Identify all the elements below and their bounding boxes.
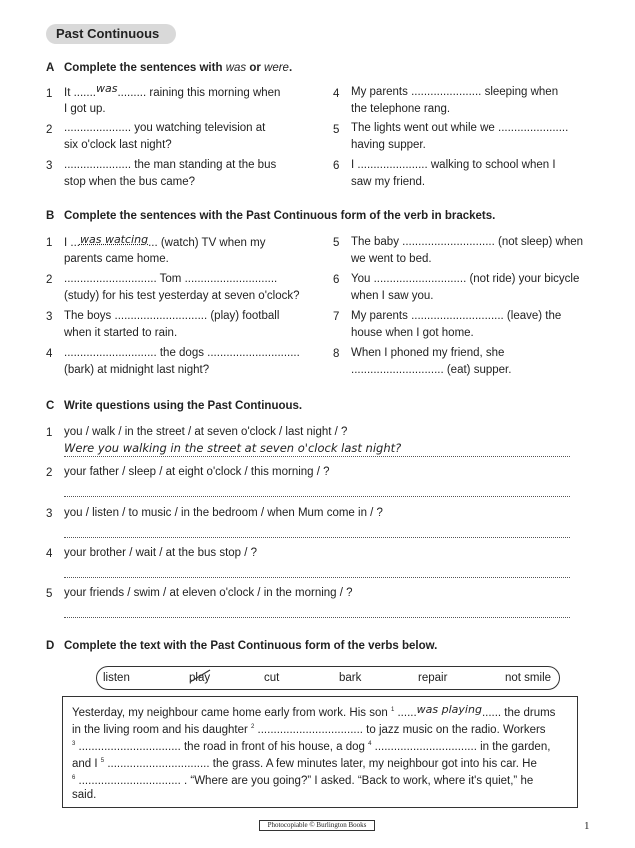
text-line: $^6$ ................................ . “Where are you going?” I asked. “Back to work, where it's quiet,” he [72,774,534,787]
item-number: 6 [333,160,340,172]
exercise-line: I ...was watcing... (watch) TV when my [64,233,266,249]
section-b-instruction: Complete the sentences with the Past Continuous form of the verb in brackets. [64,210,496,222]
strike-mark-icon [188,668,212,686]
item-number: 2 [46,467,53,479]
exercise-line[interactable]: You ............................. (not ride) your bicycle [351,273,580,285]
page-number: 1 [584,820,590,832]
word-bank-item: repair [418,672,448,684]
text-line: $^3$ ................................ the road in front of his house, a dog $^4$ ................................ in the garden, [72,740,551,753]
question-prompt: your brother / wait / at the bus stop / ? [64,547,258,559]
item-number: 3 [46,311,53,323]
word-bank-item: play [189,672,211,684]
question-prompt: you / listen / to music / in the bedroom / when Mum come in / ? [64,507,383,519]
exercise-line: (bark) at midnight last night? [64,364,210,376]
exercise-line[interactable]: The boys ............................. (play) football [64,310,280,322]
item-number: 4 [46,548,53,560]
exercise-line: six o'clock last night? [64,139,172,151]
item-number: 7 [333,311,340,323]
exercise-line: having supper. [351,139,426,151]
answer-line[interactable] [64,537,570,538]
section-c-letter: C [46,400,55,412]
text-line: Yesterday, my neighbour came home early from work. His son $^1$ ......was playing...... the drums [72,702,556,719]
section-c-instruction: Write questions using the Past Continuous. [64,400,303,412]
exercise-line: house when I got home. [351,327,474,339]
exercise-line: we went to bed. [351,253,432,265]
exercise-line[interactable]: My parents ............................. (leave) the [351,310,562,322]
section-d-letter: D [46,640,55,652]
exercise-line[interactable]: ............................. the dogs ............................. [64,347,300,359]
section-a-letter: A [46,62,55,74]
text-line: in the living room and his daughter $^2$ ................................. to jazz music on the radio. Workers [72,723,546,736]
word-bank-item: cut [264,672,280,684]
exercise-line[interactable]: ............................. Tom ............................. [64,273,278,285]
item-number: 1 [46,427,53,439]
page-title: Past Continuous [46,24,176,44]
question-prompt: your father / sleep / at eight o'clock / this morning / ? [64,466,330,478]
exercise-line: It .......was......... raining this morning when [64,82,281,99]
item-number: 2 [46,274,53,286]
item-number: 1 [46,88,53,100]
text-line: and I $^5$ ................................ the grass. A few minutes later, my neighbour got into his car. He [72,757,537,770]
exercise-line[interactable]: ..................... the man standing at the bus [64,159,277,171]
item-number: 8 [333,348,340,360]
item-number: 4 [333,88,340,100]
exercise-line: when it started to rain. [64,327,178,339]
item-number: 5 [333,237,340,249]
exercise-line[interactable]: ..................... you watching television at [64,122,266,134]
exercise-line: I got up. [64,103,106,115]
answer-line[interactable] [64,617,570,618]
section-a-instruction: Complete the sentences with was or were. [64,62,293,74]
item-number: 6 [333,274,340,286]
exercise-line[interactable]: My parents ...................... sleeping when [351,86,559,98]
item-number: 5 [46,588,53,600]
text-line: said. [72,789,97,801]
answer-line[interactable] [64,456,570,457]
exercise-line: the telephone rang. [351,103,451,115]
item-number: 3 [46,508,53,520]
word-bank-item: bark [339,672,362,684]
word-bank-item: not smile [505,672,552,684]
question-prompt: your friends / swim / at eleven o'clock / in the morning / ? [64,587,353,599]
exercise-line[interactable]: I ...................... walking to school when I [351,159,556,171]
section-b-letter: B [46,210,55,222]
photocopiable-label: Photocopiable © Burlington Books [259,820,375,831]
exercise-line: when I saw you. [351,290,434,302]
answer-line[interactable] [64,496,570,497]
exercise-line[interactable]: The lights went out while we ...................... [351,122,569,134]
item-number: 3 [46,160,53,172]
question-prompt: you / walk / in the street / at seven o'clock / last night / ? [64,426,348,438]
cloze-text-box [62,696,578,808]
exercise-line[interactable]: ............................. (eat) supper. [351,364,512,376]
word-bank [96,666,560,690]
word-bank-item: listen [103,672,130,684]
item-number: 4 [46,348,53,360]
exercise-line: saw my friend. [351,176,426,188]
item-number: 5 [333,124,340,136]
section-d-instruction: Complete the text with the Past Continuous form of the verbs below. [64,640,438,652]
exercise-line: When I phoned my friend, she [351,347,505,359]
exercise-line[interactable]: The baby ............................. (not sleep) when [351,236,584,248]
item-number: 2 [46,124,53,136]
item-number: 1 [46,237,53,249]
exercise-line: (study) for his test yesterday at seven o'clock? [64,290,300,302]
exercise-line: stop when the bus came? [64,176,196,188]
exercise-line: parents came home. [64,253,169,265]
answer-text: Were you walking in the street at seven o'clock last night? [64,441,402,455]
answer-line[interactable] [64,577,570,578]
